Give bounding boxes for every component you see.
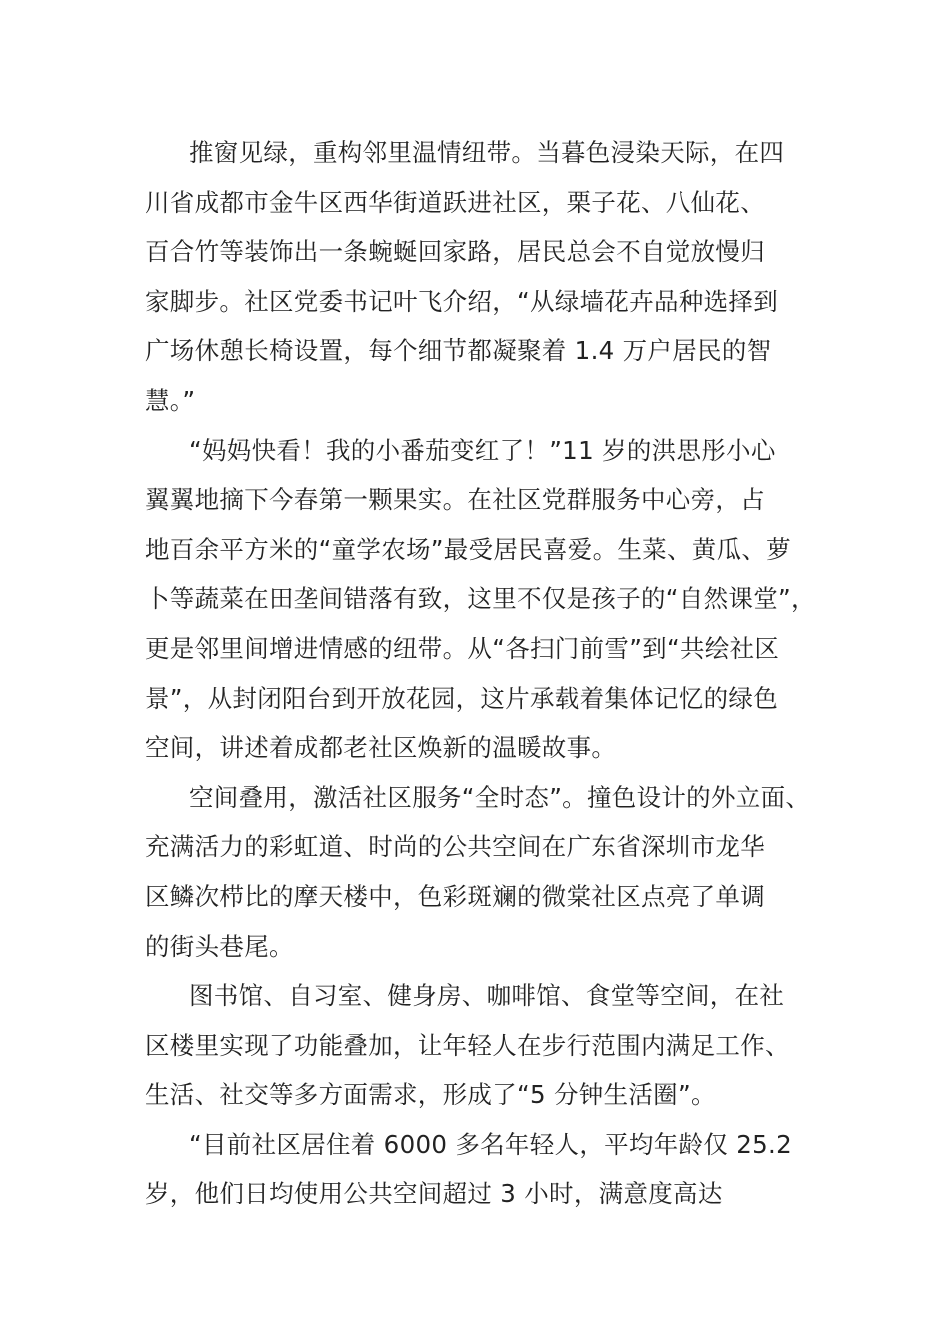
text-line: 充满活力的彩虹道、时尚的公共空间在广东省深圳市龙华 <box>145 832 765 862</box>
text-line: 家脚步。社区党委书记叶飞介绍，“从绿墙花卉品种选择到 <box>145 286 778 316</box>
text-line: 区楼里实现了功能叠加，让年轻人在步行范围内满足工作、 <box>145 1030 790 1060</box>
text-line: 图书馆、自习室、健身房、咖啡馆、食堂等空间，在社 <box>189 981 785 1011</box>
text-line: 推窗见绿，重构邻里温情纽带。当暮色浸染天际，在四 <box>189 138 785 167</box>
text-line: 生活、社交等多方面需求，形成了“5 分钟生活圈”。 <box>145 1080 716 1110</box>
text-line: 卜等蔬菜在田垄间错落有致，这里不仅是孩子的“自然课堂”， <box>145 584 816 614</box>
text-line: 地百余平方米的“童学农场”最受居民喜爱。生菜、黄瓜、萝 <box>145 534 791 564</box>
text-line: 更是邻里间增进情感的纽带。从“各扫门前雪”到“共绘社区 <box>145 633 780 663</box>
text-line: 景”，从封闭阳台到开放花园，这片承载着集体记忆的绿色 <box>145 683 778 713</box>
article-body <box>145 128 816 1219</box>
text-line: 区鳞次栉比的摩天楼中，色彩斑斓的微棠社区点亮了单调 <box>145 881 765 911</box>
text-line: 百合竹等装饰出一条蜿蜒回家路，居民总会不自觉放慢归 <box>145 237 765 267</box>
paragraph-3 <box>145 773 810 971</box>
paragraph-5 <box>145 1120 810 1219</box>
text-line: “妈妈快看！我的小番茄变红了！”11 岁的洪思彤小心 <box>189 435 776 465</box>
text-line: 的街头巷尾。 <box>145 931 294 961</box>
text-line: 慧。” <box>145 385 196 415</box>
text-line: 空间叠用，激活社区服务“全时态”。撞色设计的外立面、 <box>189 782 811 812</box>
text-line: 岁，他们日均使用公共空间超过 3 小时，满意度高达 <box>145 1179 723 1209</box>
text-line: 川省成都市金牛区西华街道跃进社区，栗子花、八仙花、 <box>145 187 765 217</box>
paragraph-4 <box>145 971 810 1120</box>
paragraph-1 <box>145 128 810 426</box>
text-line: 空间，讲述着成都老社区焕新的温暖故事。 <box>145 733 617 763</box>
paragraph-2 <box>145 426 816 773</box>
text-line: “目前社区居住着 6000 多名年轻人，平均年龄仅 25.2 <box>189 1129 792 1159</box>
text-line: 广场休憩长椅设置，每个细节都凝聚着 1.4 万户居民的智 <box>145 336 772 366</box>
text-line: 翼翼地摘下今春第一颗果实。在社区党群服务中心旁，占 <box>145 485 765 515</box>
